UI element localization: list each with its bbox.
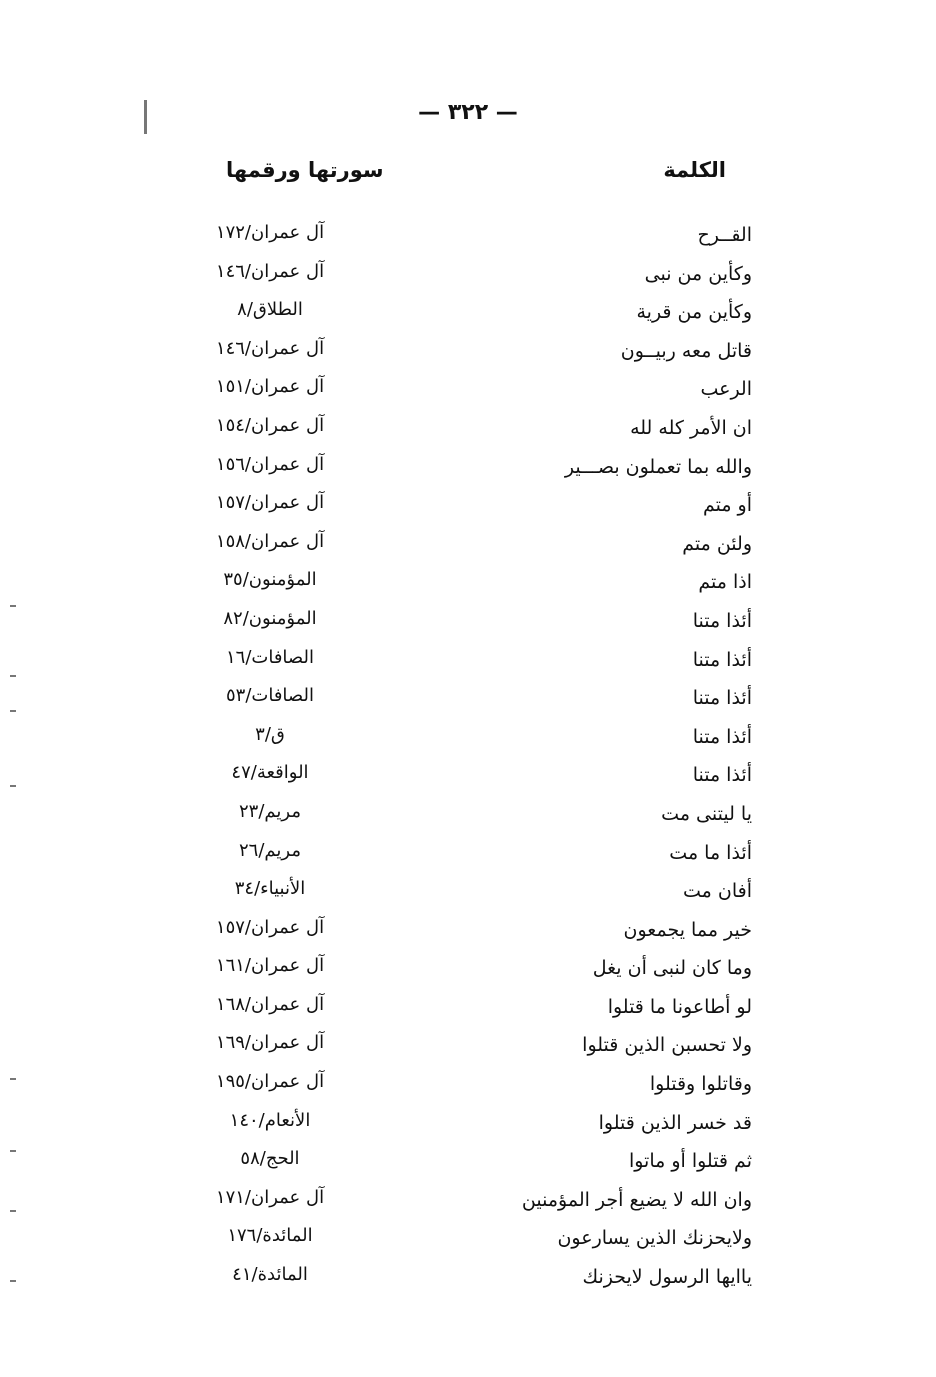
word-cell: أئذا متنا xyxy=(692,687,752,710)
word-cell: أو متم xyxy=(702,494,752,517)
surah-ref-cell: المائدة/١٧٦ xyxy=(227,1225,313,1247)
table-row xyxy=(0,876,936,915)
word-cell: ياايها الرسول لايحزنك xyxy=(582,1266,752,1289)
surah-ref-cell: آل عمران/١٥٤ xyxy=(215,414,325,436)
scan-mark xyxy=(10,675,16,677)
table-row xyxy=(0,606,936,645)
table-row xyxy=(0,452,936,491)
table-row xyxy=(0,1262,936,1301)
table-row xyxy=(0,297,936,336)
scan-mark xyxy=(10,785,16,787)
column-header-word: الكلمة xyxy=(663,158,726,182)
table-row xyxy=(0,1185,936,1224)
scan-mark xyxy=(10,1280,16,1282)
surah-ref-cell: آل عمران/١٤٦ xyxy=(215,337,325,359)
word-cell: أفان مت xyxy=(683,880,752,903)
table-row xyxy=(0,529,936,568)
scan-mark xyxy=(144,100,147,134)
table-row xyxy=(0,722,936,761)
scan-mark xyxy=(10,1078,16,1080)
word-cell: ان الأمر كله لله xyxy=(630,416,752,439)
scan-mark xyxy=(10,1150,16,1152)
surah-ref-cell: الأنبياء/٣٤ xyxy=(234,878,306,900)
table-row xyxy=(0,799,936,838)
surah-ref-cell: الصافات/٥٣ xyxy=(225,685,315,707)
word-cell: وما كان لنبى أن يغل xyxy=(592,957,752,980)
table-row xyxy=(0,1108,936,1147)
word-cell: اذا متم xyxy=(698,571,752,594)
page-number: — ٣٢٢ — xyxy=(418,100,518,125)
surah-ref-cell: آل عمران/١٥٨ xyxy=(215,530,325,552)
surah-ref-cell: ق/٣ xyxy=(255,723,285,745)
word-cell: ولايحزنك الذين يسارعون xyxy=(557,1227,752,1250)
table-row xyxy=(0,490,936,529)
word-cell: ولا تحسبن الذين قتلوا xyxy=(582,1034,752,1057)
table-row xyxy=(0,413,936,452)
surah-ref-cell: الطلاق/٨ xyxy=(237,299,303,321)
word-cell: الرعب xyxy=(700,378,752,401)
table-row xyxy=(0,992,936,1031)
word-cell: والله بما تعملون بصـــير xyxy=(564,455,752,478)
word-cell: قد خسر الذين قتلوا xyxy=(598,1111,752,1134)
surah-ref-cell: آل عمران/١٧٢ xyxy=(215,222,325,243)
index-table xyxy=(0,220,936,1301)
word-cell: خير مما يجمعون xyxy=(623,918,752,941)
table-row xyxy=(0,683,936,722)
scan-mark xyxy=(10,1210,16,1212)
surah-ref-cell: آل عمران/١٥١ xyxy=(215,376,325,398)
table-row xyxy=(0,1069,936,1108)
word-cell: القــرح xyxy=(697,224,752,246)
word-cell: وقاتلوا وقتلوا xyxy=(649,1073,752,1096)
scan-mark xyxy=(10,710,16,712)
table-row xyxy=(0,259,936,298)
word-cell: لو أطاعونا ما قتلوا xyxy=(607,995,752,1018)
surah-ref-cell: آل عمران/١٧١ xyxy=(215,1186,325,1208)
table-row xyxy=(0,1146,936,1185)
word-cell: أئذا متنا xyxy=(692,725,752,748)
table-row xyxy=(0,220,936,259)
table-row xyxy=(0,336,936,375)
word-cell: يا ليتنى مت xyxy=(661,802,752,825)
surah-ref-cell: مريم/٢٦ xyxy=(239,839,301,861)
table-row xyxy=(0,760,936,799)
surah-ref-cell: المؤمنون/٣٥ xyxy=(223,569,317,591)
word-cell: ثم قتلوا أو ماتوا xyxy=(628,1150,752,1173)
surah-ref-cell: آل عمران/١٦١ xyxy=(215,955,325,977)
surah-ref-cell: آل عمران/١٥٧ xyxy=(215,916,325,938)
surah-ref-cell: الأنعام/١٤٠ xyxy=(229,1109,311,1131)
table-row xyxy=(0,1030,936,1069)
table-row xyxy=(0,374,936,413)
surah-ref-cell: مريم/٢٣ xyxy=(239,800,301,822)
table-row xyxy=(0,645,936,684)
surah-ref-cell: آل عمران/١٩٥ xyxy=(215,1071,325,1093)
word-cell: وان الله لا يضيع أجر المؤمنين xyxy=(521,1188,752,1211)
surah-ref-cell: آل عمران/١٦٩ xyxy=(215,1032,325,1054)
column-header-surah: سورتها ورقمها xyxy=(226,158,384,182)
word-cell: ولئن متم xyxy=(682,532,752,555)
scan-mark xyxy=(10,605,16,607)
word-cell: أئذا متنا xyxy=(692,764,752,787)
surah-ref-cell: آل عمران/١٤٦ xyxy=(215,260,325,282)
word-cell: أئذا ما مت xyxy=(669,841,752,864)
surah-ref-cell: آل عمران/١٥٧ xyxy=(215,492,325,514)
word-cell: أئذا متنا xyxy=(692,648,752,671)
table-row xyxy=(0,567,936,606)
table-row xyxy=(0,953,936,992)
surah-ref-cell: آل عمران/١٥٦ xyxy=(215,453,325,475)
surah-ref-cell: الواقعة/٤٧ xyxy=(231,762,309,784)
word-cell: وكأين من قرية xyxy=(636,301,752,324)
surah-ref-cell: الحج/٥٨ xyxy=(240,1148,300,1170)
table-row xyxy=(0,915,936,954)
surah-ref-cell: المؤمنون/٨٢ xyxy=(223,607,317,629)
surah-ref-cell: الصافات/١٦ xyxy=(225,646,315,668)
table-row xyxy=(0,838,936,877)
surah-ref-cell: المائدة/٤١ xyxy=(232,1264,308,1286)
word-cell: قاتل معه ربيــون xyxy=(620,339,752,362)
word-cell: أئذا متنا xyxy=(692,609,752,632)
surah-ref-cell: آل عمران/١٦٨ xyxy=(215,993,325,1015)
table-row xyxy=(0,1223,936,1262)
word-cell: وكأين من نبى xyxy=(644,262,752,285)
